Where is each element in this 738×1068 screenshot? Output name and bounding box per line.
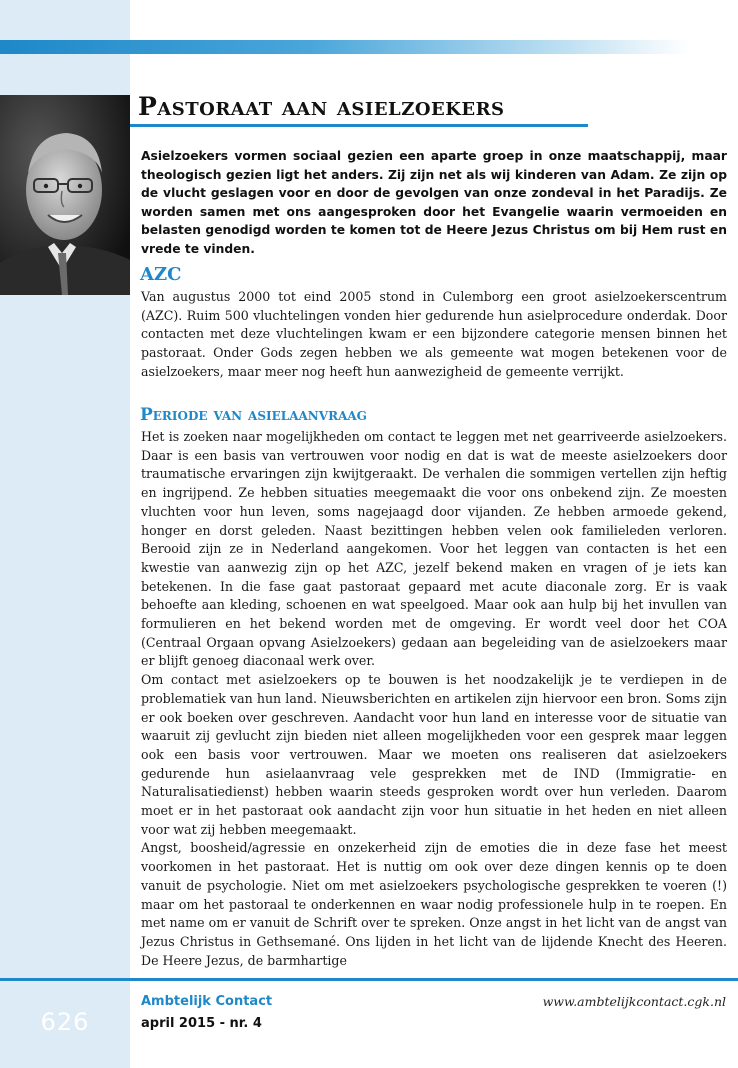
section-azc-paragraph: Van augustus 2000 tot eind 2005 stond in Culemborg een groot asielzoekerscentrum (AZC). Ruim 500 vluchtelingen vonden hier gedurende hun asielprocedure onderdak. Door contacten met deze vluchtelingen kwam er een bijzondere categorie mensen binnen het pastoraat. Onder Gods zegen hebben we als gemeente wat mogen betekenen voor de asielzoekers, maar meer nog heeft hun aanwezigheid de gemeente verrijkt. [141,289,727,379]
article-title: Pastoraat aan asielzoekers [138,92,505,121]
body-paragraph: Het is zoeken naar mogelijkheden om contact te leggen met net gearriveerde asielzoekers. Daar is een basis van vertrouwen voor nodig en dat is wat de meeste asielzoekers door traumatische ervaringen zijn kwijtgeraakt. De verhalen die sommigen vertellen zijn heftig en ingrijpend. Ze hebben situaties meegemaakt die voor ons onbekend zijn. Ze moesten vluchten voor hun leven, soms nagejaagd door vijanden. Ze hebben armoede gekend, honger en dorst geleden. Naast bezittingen hebben velen ook familieleden verloren. Berooid zijn ze in Nederland aangekomen. Voor het leggen van contacten is het een kwestie van aanwezig zijn op het AZC, jezelf bekend maken en vragen of je iets kan betekenen. In die fase gaat pastoraat gepaard met acute diaconale zorg. Er is vaak behoefte aan kleding, schoenen en wat speelgoed. Maar ook aan hulp bij het invullen van formulieren en het bekend worden met de omgeving. Er wordt veel door het COA (Centraal Orgaan opvang Asielzoekers) gedaan aan begeleiding van de asielzoekers maar er blijft genoeg diaconaal werk over. [141,429,727,669]
footer-url-link[interactable]: www.ambtelijkcontact.cgk.nl [542,994,726,1009]
body-paragraph: Angst, boosheid/agressie en onzekerheid zijn de emoties die in deze fase het meest voorkomen in het pastoraat. Het is nuttig om ook over deze dingen kennis op te doen vanuit de psychologie. Niet om met asielzoekers psychologische gesprekken te voeren (!) maar om het pastoraal te onderkennen en waar nodig professionele hulp in te roepen. En met name om er vanuit de Schrift over te spreken. Onze angst in het licht van de angst van Jezus Christus in Gethsemané. Ons lijden in het licht van de lijdende Knecht des Heeren. De Heere Jezus, de barmhartige [141,840,727,968]
section-heading-periode: Periode van asielaanvraag [140,405,367,425]
top-gradient-bar [0,40,690,54]
title-underline [130,124,588,127]
article-lead: Asielzoekers vormen sociaal gezien een aparte groep in onze maatschappij, maar theologisch gezien ligt het anders. Zij zijn net als wij kinderen van Adam. Ze zijn op de vlucht geslagen voor en door de gevolgen van onze zondeval in het Paradijs. Ze worden samen met ons aangesproken door het Evangelie waarin vermoeiden en belasten genodigd worden te komen tot de Heere Jezus Christus om bij Hem rust en vrede te vinden. [141,149,727,256]
author-portrait [0,95,130,295]
footer-rule [0,978,738,981]
section-periode-body [141,428,727,970]
body-paragraph: Om contact met asielzoekers op te bouwen is het noodzakelijk je te verdiepen in de problematiek van hun land. Nieuwsberichten en artikelen zijn hiervoor een bron. Soms zijn er ook boeken over geschreven. Aandacht voor hun land en interesse voor de situatie van waaruit zij gevlucht zijn bieden niet alleen mogelijkheden voor een gesprek maar leggen ook een basis voor vertrouwen. Maar we moeten ons realiseren dat asielzoekers gedurende hun asielaanvraag vele gesprekken met de IND (Immigratie- en Naturalisatiedienst) hebben waarin steeds gesproken wordt over hun verleden. Daarom moet er in het pastoraat ook aandacht zijn voor hun situatie in het heden en niet alleen voor wat zij hebben meegemaakt. [141,672,727,837]
footer-issue: april 2015 - nr. 4 [141,1016,262,1031]
page-number: 626 [40,1008,90,1036]
footer-publication: Ambtelijk Contact [141,994,273,1009]
section-heading-azc: AZC [140,264,182,285]
